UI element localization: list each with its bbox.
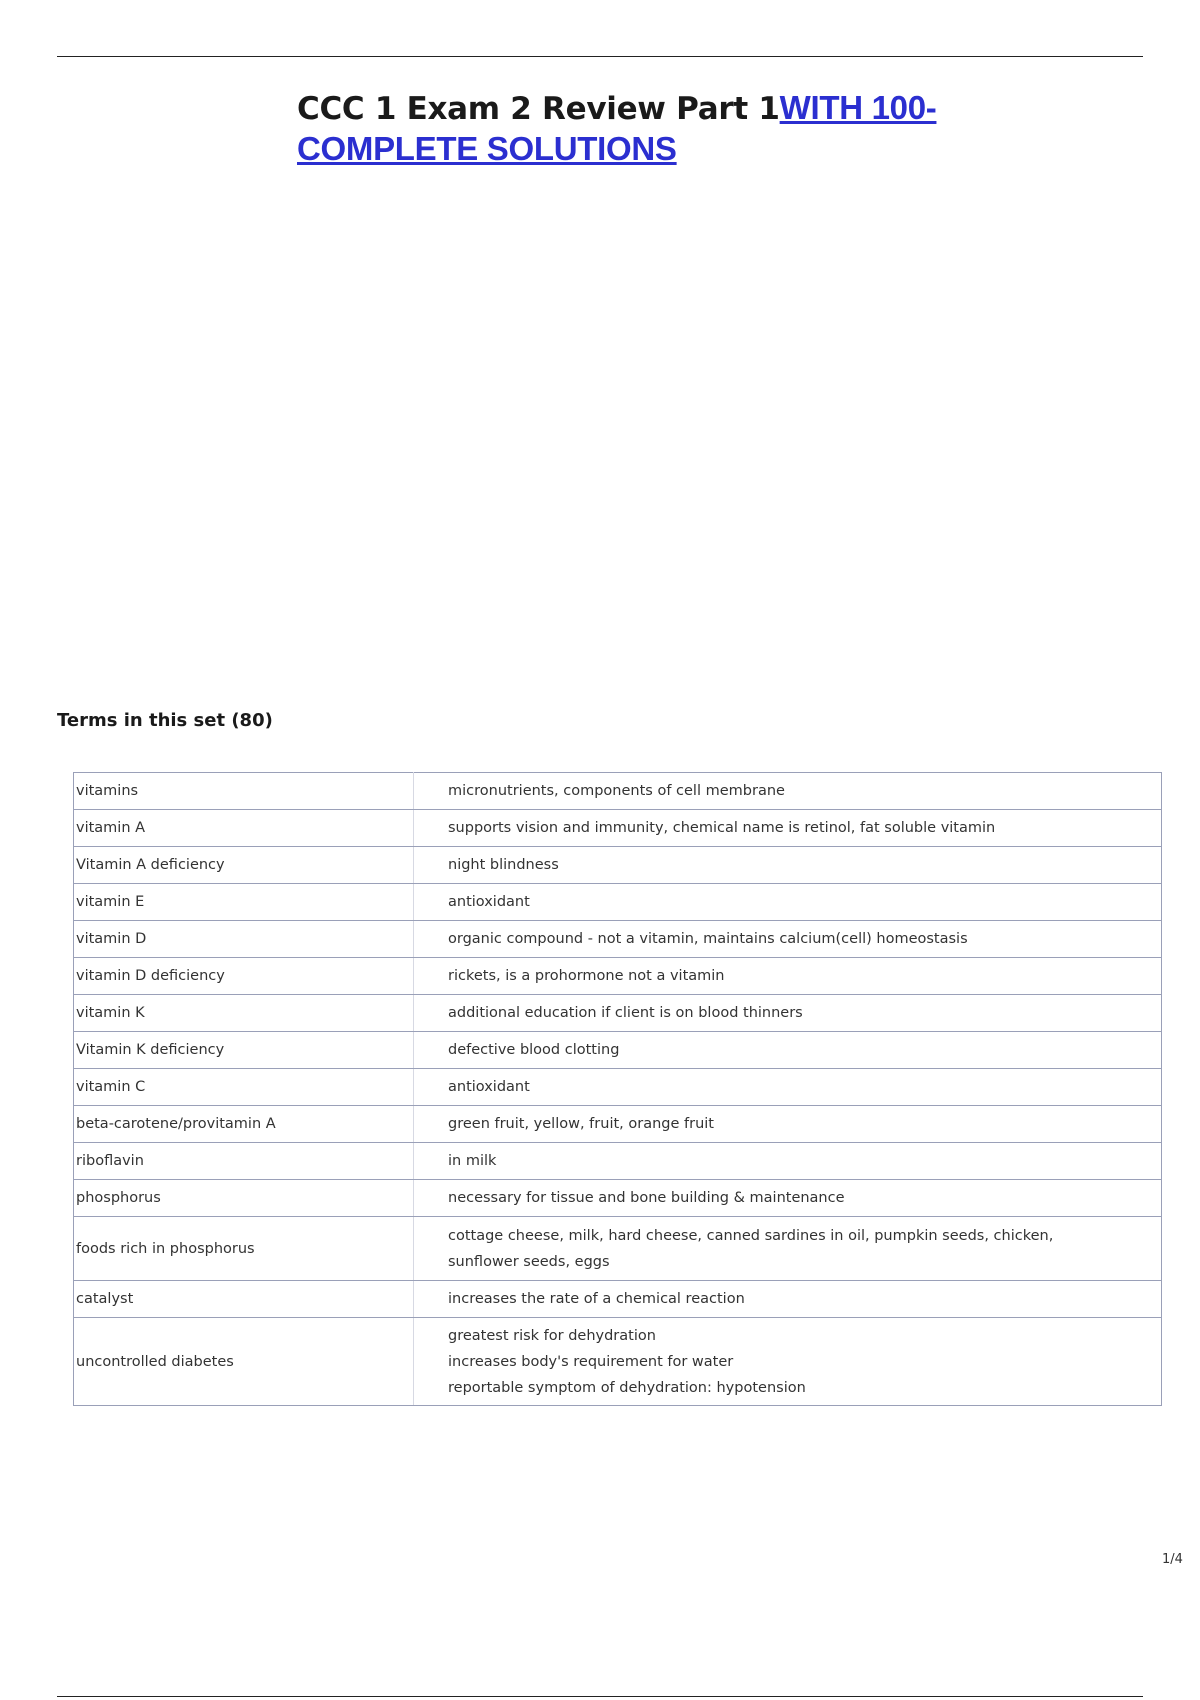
definition-line: micronutrients, components of cell membrane — [448, 783, 785, 799]
table-row — [74, 1180, 1162, 1217]
table-row — [74, 958, 1162, 995]
table-row — [74, 810, 1162, 847]
definition-line: night blindness — [448, 857, 559, 873]
definition-cell — [414, 810, 1162, 847]
table-row — [74, 1318, 1162, 1406]
definition-cell — [414, 773, 1162, 810]
definition-cell — [414, 1143, 1162, 1180]
table-row — [74, 1217, 1162, 1281]
definition-cell — [414, 884, 1162, 921]
table-row — [74, 1069, 1162, 1106]
term-cell: vitamin D — [74, 921, 414, 958]
term-cell: Vitamin A deficiency — [74, 847, 414, 884]
table-row — [74, 1281, 1162, 1318]
definition-cell — [414, 1032, 1162, 1069]
term-cell: catalyst — [74, 1281, 414, 1318]
term-cell: vitamin A — [74, 810, 414, 847]
table-row — [74, 921, 1162, 958]
top-rule — [57, 56, 1143, 57]
term-cell: vitamins — [74, 773, 414, 810]
table-row — [74, 847, 1162, 884]
definition-line: organic compound - not a vitamin, maintains calcium(cell) homeostasis — [448, 931, 968, 947]
title-text: CCC 1 Exam 2 Review Part 1 — [297, 91, 780, 127]
title-link[interactable]: WITH 100- COMPLETE SOLUTIONS — [297, 89, 937, 167]
definition-line: antioxidant — [448, 1079, 530, 1095]
terms-table — [73, 772, 1162, 1406]
definition-cell — [414, 1106, 1162, 1143]
definition-cell — [414, 1318, 1162, 1406]
term-cell: riboflavin — [74, 1143, 414, 1180]
definition-line: green fruit, yellow, fruit, orange fruit — [448, 1116, 714, 1132]
definition-line: increases the rate of a chemical reaction — [448, 1291, 745, 1307]
definition-line: increases body's requirement for water — [448, 1353, 734, 1370]
term-cell: Vitamin K deficiency — [74, 1032, 414, 1069]
definition-line: reportable symptom of dehydration: hypotension — [448, 1379, 806, 1396]
definition-line: sunflower seeds, eggs — [448, 1253, 610, 1270]
definition-line: in milk — [448, 1153, 497, 1169]
definition-line: rickets, is a prohormone not a vitamin — [448, 968, 725, 984]
definition-cell — [414, 921, 1162, 958]
definition-line: cottage cheese, milk, hard cheese, canned sardines in oil, pumpkin seeds, chicken, — [448, 1227, 1054, 1244]
term-cell: vitamin E — [74, 884, 414, 921]
page-number: 1/4 — [1162, 1552, 1183, 1567]
term-cell: vitamin K — [74, 995, 414, 1032]
definition-line: defective blood clotting — [448, 1042, 620, 1058]
definition-cell — [414, 847, 1162, 884]
definition-line: necessary for tissue and bone building & maintenance — [448, 1190, 845, 1206]
term-cell: beta-carotene/provitamin A — [74, 1106, 414, 1143]
page-title — [297, 88, 1097, 170]
table-row — [74, 884, 1162, 921]
definition-cell — [414, 1180, 1162, 1217]
term-cell: vitamin C — [74, 1069, 414, 1106]
definition-line: antioxidant — [448, 894, 530, 910]
term-cell: foods rich in phosphorus — [74, 1217, 414, 1281]
definition-cell — [414, 1069, 1162, 1106]
term-cell: phosphorus — [74, 1180, 414, 1217]
table-row — [74, 1106, 1162, 1143]
definition-line: greatest risk for dehydration — [448, 1327, 656, 1344]
term-cell: uncontrolled diabetes — [74, 1318, 414, 1406]
table-row — [74, 995, 1162, 1032]
definition-cell — [414, 1281, 1162, 1318]
term-cell: vitamin D deficiency — [74, 958, 414, 995]
definition-cell — [414, 995, 1162, 1032]
definition-line: supports vision and immunity, chemical name is retinol, fat soluble vitamin — [448, 820, 996, 836]
table-row — [74, 773, 1162, 810]
table-row — [74, 1032, 1162, 1069]
definition-cell — [414, 958, 1162, 995]
terms-heading: Terms in this set (80) — [57, 710, 273, 731]
definition-line: additional education if client is on blood thinners — [448, 1005, 803, 1021]
definition-cell — [414, 1217, 1162, 1281]
table-row — [74, 1143, 1162, 1180]
bottom-rule — [57, 1696, 1143, 1697]
